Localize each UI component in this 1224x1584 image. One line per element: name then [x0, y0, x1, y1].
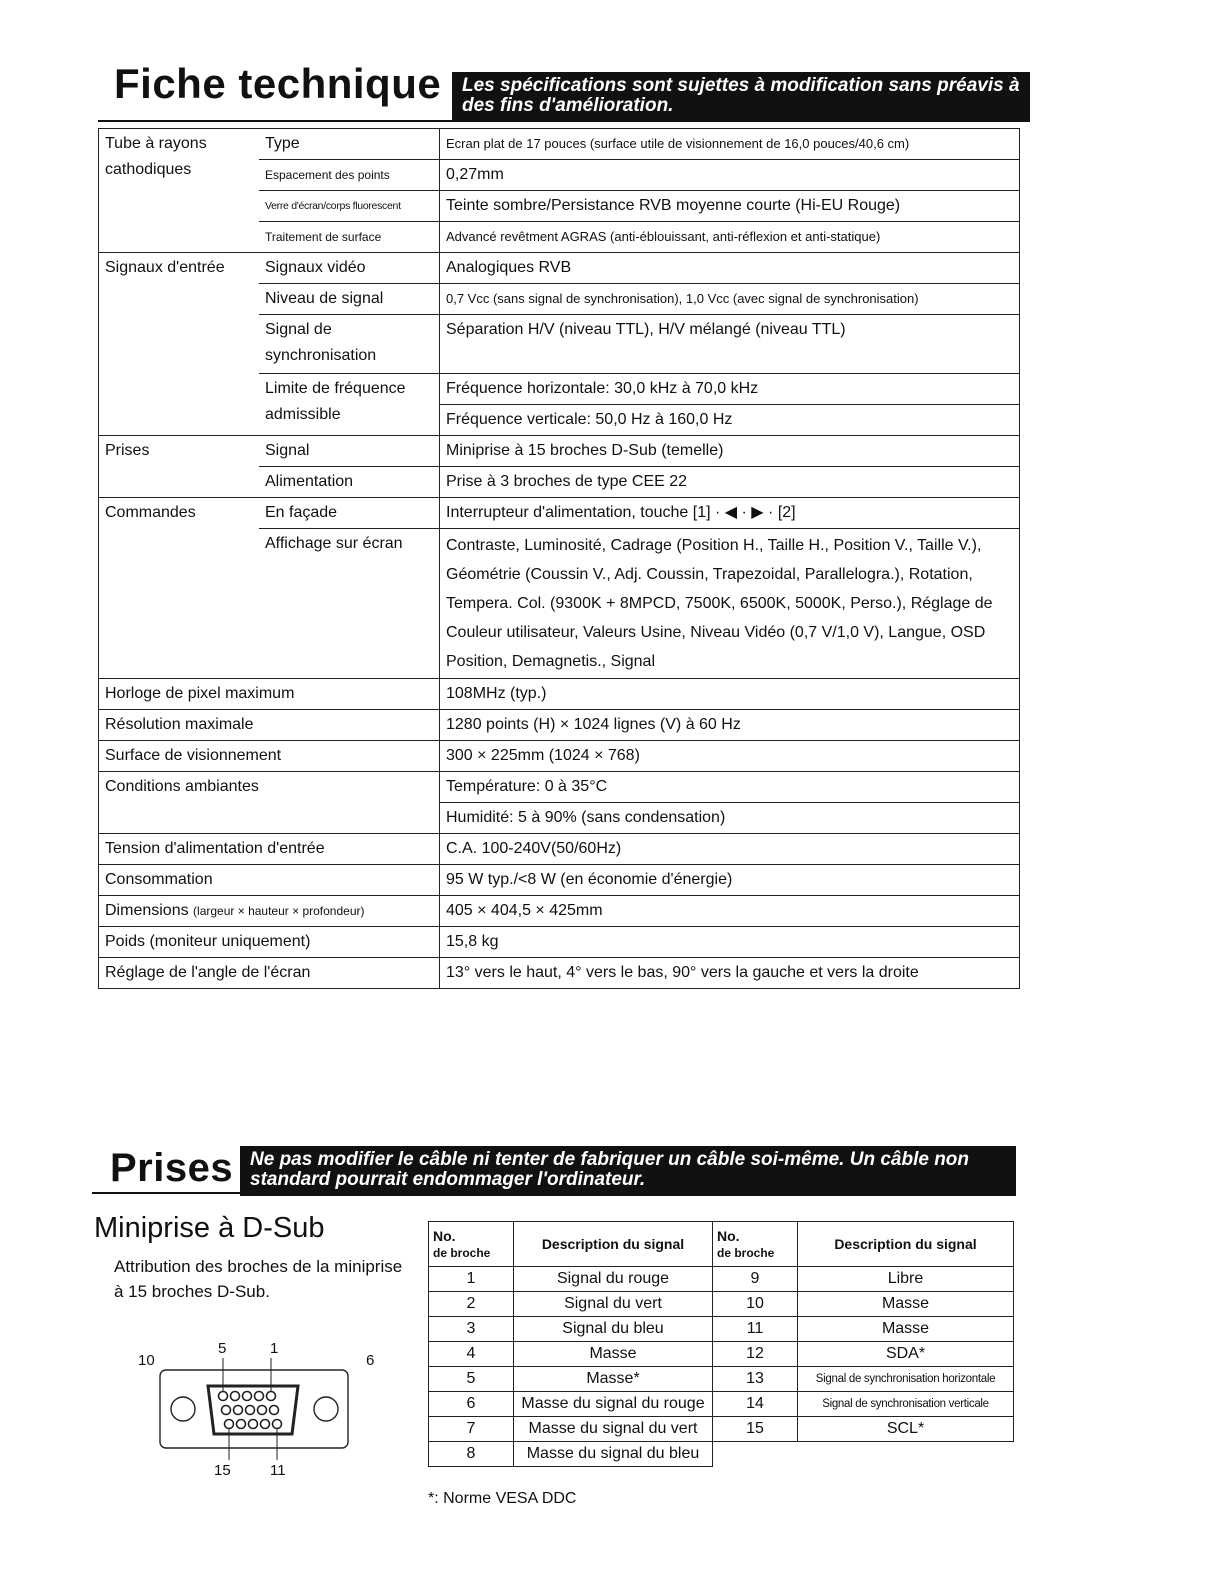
table-row — [429, 1267, 1014, 1292]
pin-number: 15 — [713, 1417, 798, 1442]
pin-number: 11 — [713, 1317, 798, 1342]
spec-value: Séparation H/V (niveau TTL), H/V mélangé (niveau TTL) — [440, 315, 1020, 374]
empty-cell — [713, 1442, 1014, 1467]
col-header-no-sub: de broche — [717, 1245, 775, 1260]
spec-value: Analogiques RVB — [440, 253, 1020, 284]
pin-number: 13 — [713, 1367, 798, 1392]
pin-label-1: 1 — [270, 1340, 279, 1357]
pin-signal: Masse du signal du vert — [514, 1417, 713, 1442]
pin-label-15: 15 — [214, 1462, 231, 1479]
pin-assignment-table — [428, 1221, 1014, 1467]
table-row — [429, 1442, 1014, 1467]
spec-value: Température: 0 à 35°C — [440, 772, 1020, 803]
spec-group-label: Tension d'alimentation d'entrée — [99, 834, 440, 865]
spec-group-label: Conditions ambiantes — [99, 772, 440, 834]
col-header-no-sub: de broche — [433, 1245, 491, 1260]
spec-value: 13° vers le haut, 4° vers le bas, 90° vers la gauche et vers la droite — [440, 958, 1020, 989]
pin-number: 14 — [713, 1392, 798, 1417]
spec-value: 0,27mm — [440, 160, 1020, 191]
table-row — [429, 1317, 1014, 1342]
spec-group-label: Horloge de pixel maximum — [99, 679, 440, 710]
pin-number: 9 — [713, 1267, 798, 1292]
spec-group-label: Résolution maximale — [99, 710, 440, 741]
spec-value: 15,8 kg — [440, 927, 1020, 958]
connector-subtitle: Miniprise à D-Sub — [94, 1212, 325, 1244]
pin-signal: Signal de synchronisation verticale — [798, 1392, 1014, 1417]
pin-signal: Signal du bleu — [514, 1317, 713, 1342]
spec-value: 1280 points (H) × 1024 lignes (V) à 60 Hz — [440, 710, 1020, 741]
dsub-connector-icon — [130, 1336, 400, 1486]
spec-value: 405 × 404,5 × 425mm — [440, 896, 1020, 927]
spec-group-label: Tube à rayons cathodiques — [99, 129, 260, 253]
spec-item-label: Type — [259, 129, 440, 160]
pin-signal: Libre — [798, 1267, 1014, 1292]
spec-value: Advancé revêtment AGRAS (anti-éblouissant, anti-réflexion et anti-statique) — [440, 222, 1020, 253]
pin-signal: Signal de synchronisation horizontale — [798, 1367, 1014, 1392]
spec-group-label: Prises — [99, 436, 260, 498]
spec-item-label: Espacement des points — [259, 160, 440, 191]
spec-item-label: Signal — [259, 436, 440, 467]
spec-group-label: Signaux d'entrée — [99, 253, 260, 436]
pin-label-6: 6 — [366, 1352, 375, 1369]
spec-value: Miniprise à 15 broches D-Sub (temelle) — [440, 436, 1020, 467]
spec-group-label: Réglage de l'angle de l'écran — [99, 958, 440, 989]
section-title-prises: Prises — [110, 1146, 234, 1190]
specifications-table — [98, 128, 1020, 989]
pin-signal: Masse — [514, 1342, 713, 1367]
col-header-no: No. — [433, 1227, 456, 1244]
pin-number: 1 — [429, 1267, 514, 1292]
spec-value: Interrupteur d'alimentation, touche [1] · ◀ · ▶ · [2] — [440, 498, 1020, 529]
spec-group-label: Poids (moniteur uniquement) — [99, 927, 440, 958]
pin-number: 10 — [713, 1292, 798, 1317]
pin-number: 6 — [429, 1392, 514, 1417]
spec-value: Fréquence horizontale: 30,0 kHz à 70,0 kHz — [440, 374, 1020, 405]
pin-signal: Masse* — [514, 1367, 713, 1392]
pin-signal: Signal du vert — [514, 1292, 713, 1317]
spec-value: 108MHz (typ.) — [440, 679, 1020, 710]
pin-signal: Masse — [798, 1317, 1014, 1342]
col-header-pin-no — [713, 1222, 798, 1267]
section-title-fiche-technique: Fiche technique — [114, 60, 442, 107]
table-row — [429, 1392, 1014, 1417]
pin-signal: Signal du rouge — [514, 1267, 713, 1292]
table-row — [429, 1292, 1014, 1317]
col-header-no: No. — [717, 1227, 740, 1244]
pin-signal: Masse du signal du bleu — [514, 1442, 713, 1467]
spec-item-label: Signaux vidéo — [259, 253, 440, 284]
spec-item-label: Verre d'écran/corps fluorescent — [259, 191, 440, 222]
spec-group-label-main: Dimensions — [105, 902, 189, 919]
spec-group-label-note: (largeur × hauteur × profondeur) — [193, 904, 365, 918]
spec-group-label — [99, 896, 440, 927]
pin-number: 3 — [429, 1317, 514, 1342]
table-row — [429, 1367, 1014, 1392]
pin-signal: SDA* — [798, 1342, 1014, 1367]
pin-number: 7 — [429, 1417, 514, 1442]
pin-label-5: 5 — [218, 1340, 227, 1357]
connector-description: Attribution des broches de la miniprise à 15 broches D-Sub. — [114, 1257, 403, 1301]
section-title-underline — [92, 1192, 242, 1194]
spec-value: 0,7 Vcc (sans signal de synchronisation), 1,0 Vcc (avec signal de synchronisation) — [440, 284, 1020, 315]
section-title-underline — [98, 120, 452, 122]
pin-number: 12 — [713, 1342, 798, 1367]
pin-signal: Masse du signal du rouge — [514, 1392, 713, 1417]
col-header-pin-no — [429, 1222, 514, 1267]
table-row — [429, 1417, 1014, 1442]
spec-value: 95 W typ./<8 W (en économie d'énergie) — [440, 865, 1020, 896]
pin-number: 5 — [429, 1367, 514, 1392]
pin-number: 4 — [429, 1342, 514, 1367]
specs-notice-banner: Les spécifications sont sujettes à modification sans préavis à des fins d'amélioration. — [452, 72, 1030, 122]
spec-value: Humidité: 5 à 90% (sans condensation) — [440, 803, 1020, 834]
spec-value: Fréquence verticale: 50,0 Hz à 160,0 Hz — [440, 405, 1020, 436]
cable-warning-banner: Ne pas modifier le câble ni tenter de fabriquer un câble soi-même. Un câble non standard pourrait endommager l'ordinateur. — [240, 1146, 1016, 1196]
spec-item-label: Limite de fréquence admissible — [259, 374, 440, 436]
spec-group-label: Surface de visionnement — [99, 741, 440, 772]
pin-label-10: 10 — [138, 1352, 155, 1369]
spec-item-label: En façade — [259, 498, 440, 529]
pin-number: 8 — [429, 1442, 514, 1467]
footnote-vesa: *: Norme VESA DDC — [428, 1490, 577, 1507]
spec-item-label: Traitement de surface — [259, 222, 440, 253]
pin-label-11: 11 — [270, 1462, 286, 1479]
col-header-description: Description du signal — [514, 1222, 713, 1267]
pin-signal: Masse — [798, 1292, 1014, 1317]
col-header-description: Description du signal — [798, 1222, 1014, 1267]
spec-group-label: Consommation — [99, 865, 440, 896]
table-row — [429, 1342, 1014, 1367]
spec-value: Contraste, Luminosité, Cadrage (Position H., Taille H., Position V., Taille V.), Géométrie (Coussin V., Adj. Coussin, Trapezoidal, Parallelogra.), Rotation, Tempera. Col. (9300K + 8MPCD, 7500K, 6500K, 5000K, Perso.), Réglage de Couleur utilisateur, Valeurs Usine, Niveau Vidéo (0,7 V/1,0 V), Langue, OSD Position, Demagnetis., Signal — [440, 529, 1020, 679]
pin-number: 2 — [429, 1292, 514, 1317]
spec-item-label: Niveau de signal — [259, 284, 440, 315]
spec-value: Prise à 3 broches de type CEE 22 — [440, 467, 1020, 498]
spec-value: Ecran plat de 17 pouces (surface utile de visionnement de 16,0 pouces/40,6 cm) — [440, 129, 1020, 160]
spec-value: C.A. 100-240V(50/60Hz) — [440, 834, 1020, 865]
dsub-connector-diagram — [130, 1336, 400, 1486]
spec-group-label: Commandes — [99, 498, 260, 679]
spec-value: 300 × 225mm (1024 × 768) — [440, 741, 1020, 772]
spec-item-label: Signal de synchronisation — [259, 315, 440, 374]
spec-item-label: Alimentation — [259, 467, 440, 498]
spec-item-label: Affichage sur écran — [259, 529, 440, 679]
pin-signal: SCL* — [798, 1417, 1014, 1442]
spec-value: Teinte sombre/Persistance RVB moyenne courte (Hi-EU Rouge) — [440, 191, 1020, 222]
